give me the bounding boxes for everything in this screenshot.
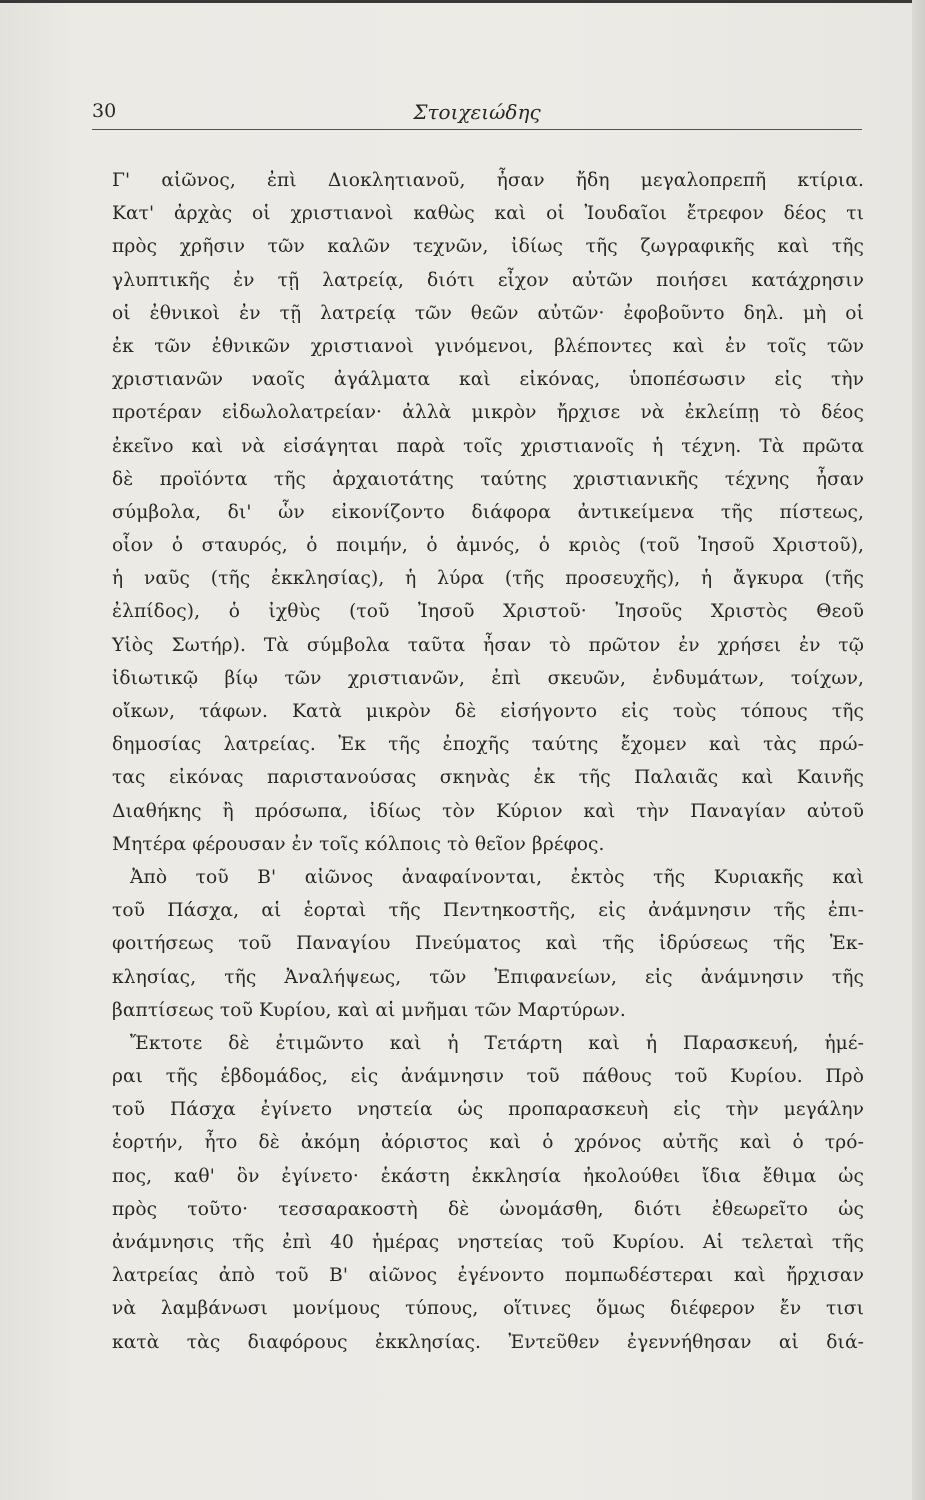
- text-line: δὲ προϊόντα τῆς ἀρχαιοτάτης ταύτης χριστιανικῆς τέχνης ἦσαν: [112, 468, 864, 490]
- page-header: [92, 100, 862, 130]
- text-line: κατὰ τὰς διαφόρους ἐκκλησίας. Ἐντεῦθεν ἐγεννήθησαν αἱ διά-: [112, 1331, 864, 1353]
- text-line: οἱ ἐθνικοὶ ἐν τῇ λατρείᾳ τῶν θεῶν αὐτῶν· ἐφοβοῦντο δηλ. μὴ οἱ: [112, 302, 864, 324]
- text-line: ἐκεῖνο καὶ νὰ εἰσάγηται παρὰ τοῖς χριστιανοῖς ἡ τέχνη. Τὰ πρῶτα: [112, 435, 864, 457]
- text-line: δημοσίας λατρείας. Ἐκ τῆς ἐποχῆς ταύτης ἔχομεν καὶ τὰς πρώ-: [112, 734, 864, 756]
- text-line: Διαθήκης ἢ πρόσωπα, ἰδίως τὸν Κύριον καὶ τὴν Παναγίαν αὐτοῦ: [112, 800, 864, 822]
- text-line: Ἔκτοτε δὲ ἐτιμῶντο καὶ ἡ Τετάρτη καὶ ἡ Παρασκευή, ἡμέ-: [130, 1032, 864, 1054]
- text-line: Κατ' ἀρχὰς οἱ χριστιανοὶ καθὼς καὶ οἱ Ἰουδαῖοι ἔτρεφον δέος τι: [112, 203, 864, 225]
- text-line: σύμβολα, δι' ὧν εἰκονίζοντο διάφορα ἀντικείμενα τῆς πίστεως,: [112, 501, 864, 523]
- top-edge-line: [0, 0, 925, 3]
- text-line: Μητέρα φέρουσαν ἐν τοῖς κόλποις τὸ θεῖον βρέφος.: [112, 833, 605, 855]
- text-line: ἑορτήν, ἦτο δὲ ἀκόμη ἀόριστος καὶ ὁ χρόνος αὐτῆς καὶ ὁ τρό-: [112, 1132, 864, 1154]
- text-line: πρὸς τοῦτο· τεσσαρακοστὴ δὲ ὠνομάσθη, διότι ἐθεωρεῖτο ὡς: [112, 1198, 864, 1220]
- page-number: 30: [92, 100, 117, 122]
- text-line: ἀνάμνησις τῆς ἐπὶ 40 ἡμέρας νηστείας τοῦ Κυρίου. Αἱ τελεταὶ τῆς: [112, 1232, 864, 1253]
- text-line: ἡ ναῦς (τῆς ἐκκλησίας), ἡ λύρα (τῆς προσευχῆς), ἡ ἄγκυρα (τῆς: [112, 568, 864, 590]
- text-line: πρὸς χρῆσιν τῶν καλῶν τεχνῶν, ἰδίως τῆς ζωγραφικῆς καὶ τῆς: [112, 236, 864, 258]
- text-line: ἐκ τῶν ἐθνικῶν χριστιανοὶ γινόμενοι, βλέποντες καὶ ἐν τοῖς τῶν: [112, 335, 864, 357]
- text-line: τοῦ Πάσχα ἐγίνετο νηστεία ὡς προπαρασκευὴ εἰς τὴν μεγάλην: [112, 1099, 864, 1121]
- running-title: Στοιχειώδης: [413, 100, 541, 124]
- text-line: λατρείας ἀπὸ τοῦ Β' αἰῶνος ἐγένοντο πομπωδέστεραι καὶ ἤρχισαν: [112, 1265, 864, 1287]
- page-edge-shadow: [912, 0, 925, 1500]
- text-line: γλυπτικῆς ἐν τῇ λατρείᾳ, διότι εἶχον αὐτῶν ποιήσει κατάχρησιν: [112, 269, 864, 291]
- text-line: βαπτίσεως τοῦ Κυρίου, καὶ αἱ μνῆμαι τῶν Μαρτύρων.: [112, 999, 626, 1021]
- text-line: φοιτήσεως τοῦ Παναγίου Πνεύματος καὶ τῆς ἱδρύσεως τῆς Ἐκ-: [112, 933, 864, 955]
- text-line: Υἱὸς Σωτήρ). Τὰ σύμβολα ταῦτα ἦσαν τὸ πρῶτον ἐν χρήσει ἐν τῷ: [112, 634, 864, 656]
- text-line: χριστιανῶν ναοῖς ἀγάλματα καὶ εἰκόνας, ὑποπέσωσιν εἰς τὴν: [112, 369, 864, 391]
- body-text: [112, 164, 864, 1359]
- text-line: προτέραν εἰδωλολατρείαν· ἀλλὰ μικρὸν ἤρχισε νὰ ἐκλείπῃ τὸ δέος: [112, 402, 864, 424]
- text-line: Ἀπὸ τοῦ Β' αἰῶνος ἀναφαίνονται, ἐκτὸς τῆς Κυριακῆς καὶ: [130, 866, 864, 888]
- header-rule: [92, 129, 862, 130]
- text-line: τοῦ Πάσχα, αἱ ἑορταὶ τῆς Πεντηκοστῆς, εἰς ἀνάμνησιν τῆς ἐπι-: [112, 900, 864, 922]
- text-line: οἷον ὁ σταυρός, ὁ ποιμήν, ὁ ἀμνός, ὁ κριὸς (τοῦ Ἰησοῦ Χριστοῦ),: [112, 535, 864, 557]
- text-line: ἰδιωτικῷ βίῳ τῶν χριστιανῶν, ἐπὶ σκευῶν, ἐνδυμάτων, τοίχων,: [112, 667, 864, 689]
- text-line: οἴκων, τάφων. Κατὰ μικρὸν δὲ εἰσήγοντο εἰς τοὺς τόπους τῆς: [112, 701, 864, 722]
- text-line: νὰ λαμβάνωσι μονίμους τύπους, οἵτινες ὅμως διέφερον ἔν τισι: [112, 1298, 864, 1320]
- text-line: Γ' αἰῶνος, ἐπὶ Διοκλητιανοῦ, ἦσαν ἤδη μεγαλοπρεπῆ κτίρια.: [112, 170, 864, 191]
- text-line: ἐλπίδος), ὁ ἰχθὺς (τοῦ Ἰησοῦ Χριστοῦ· Ἰησοῦς Χριστὸς Θεοῦ: [112, 601, 864, 623]
- text-line: κλησίας, τῆς Ἀναλήψεως, τῶν Ἐπιφανείων, εἰς ἀνάμνησιν τῆς: [112, 966, 864, 988]
- text-line: ραι τῆς ἑβδομάδος, εἰς ἀνάμνησιν τοῦ πάθους τοῦ Κυρίου. Πρὸ: [112, 1066, 864, 1088]
- text-line: πος, καθ' ὃν ἐγίνετο· ἑκάστη ἐκκλησία ἠκολούθει ἴδια ἔθιμα ὡς: [112, 1165, 864, 1187]
- text-line: τας εἰκόνας παριστανούσας σκηνὰς ἐκ τῆς Παλαιᾶς καὶ Καινῆς: [112, 767, 864, 789]
